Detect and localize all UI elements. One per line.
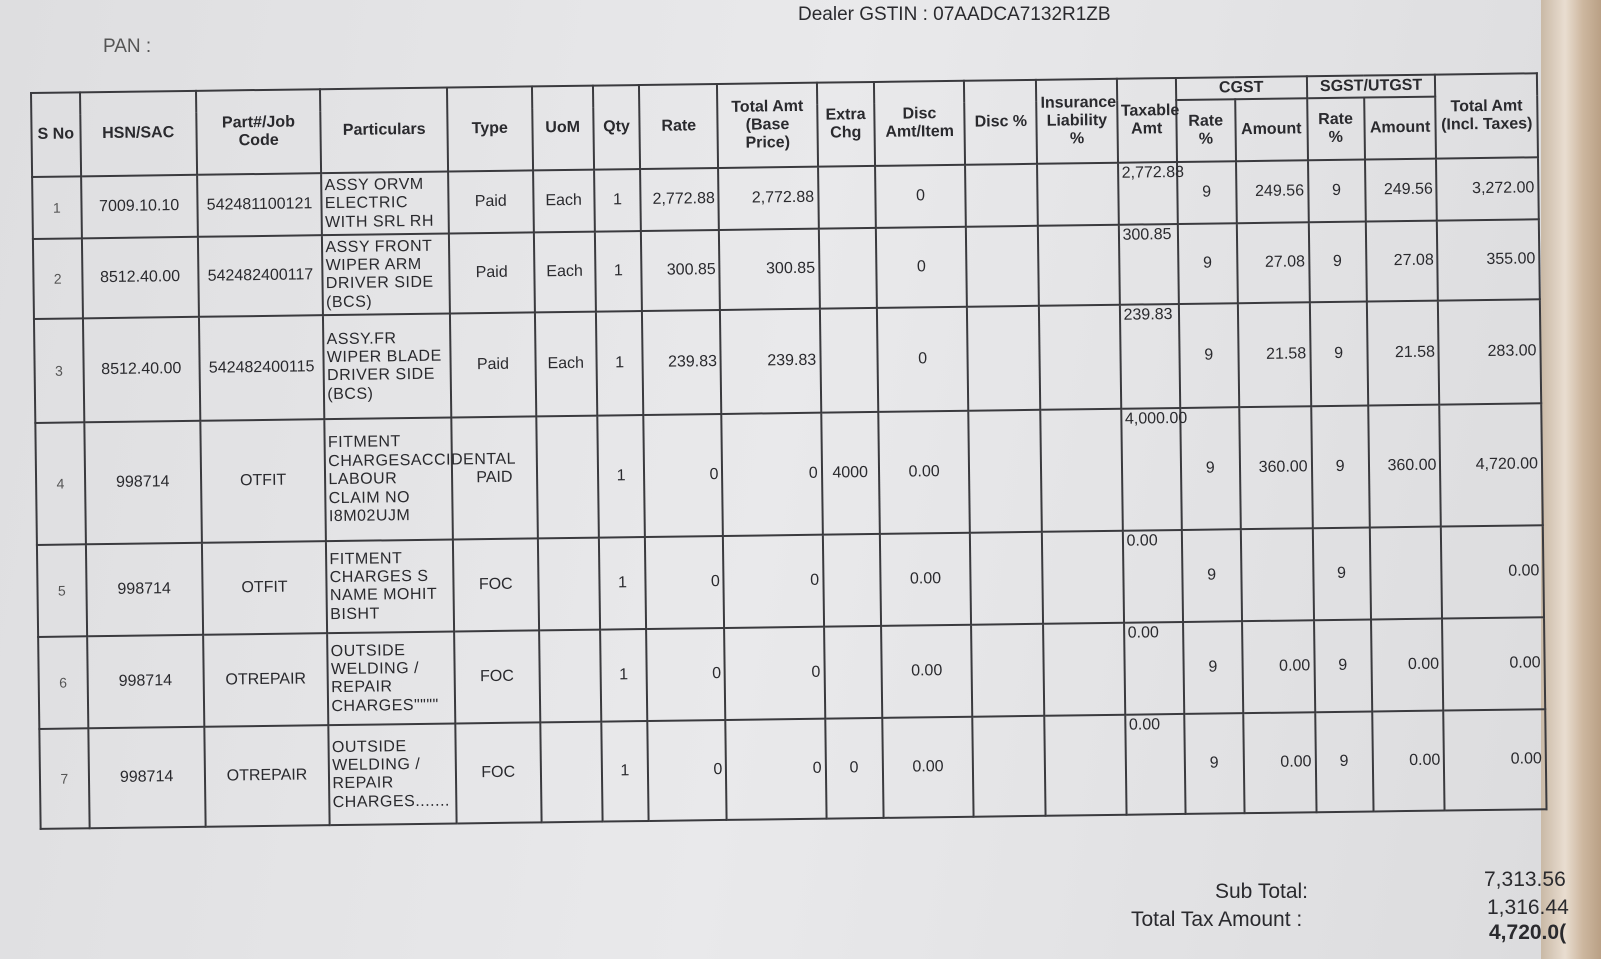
cell-total-base: 0: [726, 719, 827, 820]
cell-cgst-rate: 9: [1184, 714, 1244, 815]
cell-type: FOC: [453, 539, 539, 632]
table-row: [34, 300, 1541, 424]
cell-disc-pct: [972, 624, 1045, 717]
cell-disc-pct: [969, 410, 1042, 533]
cell-total-base: 0: [722, 413, 823, 536]
cell-sno: 6: [38, 637, 88, 730]
col-header-type: Type: [447, 86, 533, 171]
cell-hsn: 998714: [86, 543, 203, 637]
cell-taxable: 300.85: [1118, 224, 1178, 305]
cell-rate: 0: [646, 628, 725, 721]
cell-extra-chg: [820, 308, 878, 413]
cell-qty: 1: [595, 231, 642, 312]
cell-total-incl: 355.00: [1437, 220, 1540, 301]
cell-hsn: 998714: [87, 635, 204, 729]
col-header-taxable: Taxable Amt: [1116, 78, 1176, 163]
cell-total-incl: 0.00: [1444, 710, 1547, 811]
col-header-cgst-amount: Amount: [1235, 99, 1308, 162]
cell-qty: 1: [594, 169, 641, 232]
cell-rate: 2,772.88: [640, 168, 719, 231]
table-row: [35, 404, 1542, 546]
cell-cgst-amount: [1241, 529, 1314, 622]
cell-total-incl: 0.00: [1441, 526, 1544, 619]
cell-type: Paid: [448, 171, 533, 234]
cell-qty: 1: [597, 415, 645, 538]
cell-particulars: FITMENT CHARGESACCIDENTAL LABOUR CLAIM NO I8M02UJM: [325, 418, 453, 542]
cell-total-incl: 4,720.00: [1440, 404, 1543, 527]
cell-taxable: 0.00: [1124, 622, 1184, 715]
grand-total-value: 4,720.0(: [1489, 921, 1567, 944]
cell-type: PAID: [451, 417, 537, 540]
cell-taxable: 4,000.00: [1121, 408, 1182, 531]
cell-hsn: 998714: [84, 421, 202, 545]
col-header-total-base: Total Amt (Base Price): [717, 83, 817, 169]
cell-particulars: FITMENT CHARGES S NAME MOHIT BISHT: [326, 540, 454, 634]
cell-taxable: 0.00: [1122, 530, 1182, 623]
cell-particulars: ASSY FRONT WIPER ARM DRIVER SIDE (BCS): [322, 234, 450, 316]
invoice-line-items-table: [30, 72, 1548, 830]
cell-part-code: OTREPAIR: [203, 634, 329, 728]
cell-sgst-rate: 9: [1311, 406, 1370, 529]
col-header-sgst-amount: Amount: [1364, 97, 1437, 160]
cell-insurance: [1038, 225, 1119, 306]
col-header-qty: Qty: [593, 85, 641, 170]
cell-cgst-amount: 21.58: [1238, 303, 1311, 408]
cell-insurance: [1042, 531, 1123, 624]
cell-disc-amt: 0.00: [880, 533, 972, 626]
cell-sno: 3: [34, 319, 84, 424]
cell-insurance: [1039, 305, 1121, 410]
cell-hsn: 7009.10.10: [81, 175, 198, 239]
cell-disc-pct: [966, 164, 1039, 227]
cell-sno: 2: [33, 239, 83, 320]
col-header-sno: S No: [31, 92, 81, 177]
cell-insurance: [1037, 163, 1118, 226]
sub-total-value: 7,313.56: [1484, 868, 1566, 891]
cell-disc-amt: 0: [876, 227, 968, 308]
pan-label: PAN :: [103, 36, 152, 57]
cell-sgst-rate: 9: [1315, 712, 1373, 813]
cell-rate: 239.83: [642, 310, 721, 415]
cell-qty: 1: [596, 311, 644, 416]
cell-rate: 0: [648, 720, 727, 821]
cell-part-code: 542481100121: [197, 174, 322, 238]
cell-total-base: 300.85: [719, 229, 819, 310]
cell-disc-pct: [970, 532, 1043, 625]
col-header-cgst: CGST: [1176, 76, 1307, 100]
cell-sgst-amount: 360.00: [1368, 405, 1441, 528]
total-tax-label: Total Tax Amount :: [1131, 908, 1303, 931]
cell-sno: 4: [35, 423, 85, 546]
cell-cgst-rate: 9: [1177, 162, 1237, 225]
col-header-sgst-rate: Rate %: [1307, 98, 1365, 161]
cell-rate: 0: [645, 536, 724, 629]
col-header-hsn: HSN/SAC: [80, 91, 197, 177]
cell-sgst-amount: 21.58: [1367, 301, 1440, 406]
col-header-total-incl: Total Amt (Incl. Taxes): [1435, 73, 1538, 159]
total-tax-value: 1,316.44: [1487, 896, 1569, 919]
cell-type: Paid: [449, 233, 535, 314]
col-header-disc-pct: Disc %: [964, 80, 1037, 165]
cell-insurance: [1043, 623, 1124, 716]
table-row: [39, 710, 1546, 830]
dealer-gstin: Dealer GSTIN : 07AADCA7132R1ZB: [798, 4, 1111, 25]
col-header-part: Part#/Job Code: [196, 89, 322, 175]
cell-part-code: OTFIT: [202, 542, 328, 636]
col-header-rate: Rate: [639, 84, 718, 169]
cell-total-incl: 283.00: [1438, 300, 1541, 405]
cell-disc-amt: 0: [877, 307, 969, 412]
col-header-cgst-rate: Rate %: [1176, 100, 1236, 163]
col-header-extra-chg: Extra Chg: [817, 82, 875, 167]
cell-sgst-rate: 9: [1312, 528, 1370, 621]
cell-disc-pct: [973, 716, 1046, 817]
cell-disc-amt: 0.00: [881, 625, 973, 718]
cell-uom: [537, 538, 599, 631]
cell-uom: Each: [534, 312, 597, 417]
cell-extra-chg: 4000: [821, 412, 880, 535]
cell-extra-chg: [818, 166, 876, 229]
cell-particulars: ASSY ORVM ELECTRIC WITH SRL RH: [321, 172, 449, 236]
cell-extra-chg: [824, 626, 882, 719]
cell-insurance: [1041, 409, 1123, 532]
cell-disc-pct: [967, 306, 1040, 411]
cell-sgst-amount: 0.00: [1372, 711, 1445, 812]
cell-qty: 1: [600, 629, 648, 722]
cell-disc-amt: 0.00: [878, 411, 970, 534]
cell-extra-chg: [819, 228, 877, 309]
cell-cgst-rate: 9: [1182, 530, 1242, 623]
cell-sgst-rate: 9: [1309, 302, 1367, 407]
cell-extra-chg: [823, 534, 881, 627]
cell-total-base: 239.83: [720, 309, 821, 414]
cell-hsn: 8512.40.00: [82, 237, 199, 319]
col-header-disc-amt: Disc Amt/Item: [874, 81, 966, 167]
cell-qty: 1: [599, 537, 647, 630]
cell-rate: 300.85: [641, 230, 720, 311]
cell-particulars: OUTSIDE WELDING / REPAIR CHARGES"""": [327, 632, 455, 726]
cell-part-code: OTREPAIR: [204, 726, 330, 828]
cell-particulars: ASSY.FR WIPER BLADE DRIVER SIDE (BCS): [323, 314, 451, 420]
cell-sgst-rate: 9: [1314, 620, 1372, 713]
cell-taxable: 239.83: [1119, 304, 1179, 409]
cell-cgst-amount: 249.56: [1236, 161, 1309, 224]
cell-sno: 7: [39, 729, 89, 830]
cell-total-base: 0: [724, 627, 824, 720]
cell-total-incl: 3,272.00: [1436, 158, 1538, 221]
cell-uom: [536, 416, 599, 539]
cell-disc-pct: [966, 226, 1039, 307]
cell-insurance: [1045, 715, 1127, 816]
cell-uom: Each: [533, 232, 595, 313]
sub-total-label: Sub Total:: [1215, 880, 1309, 903]
cell-taxable: 0.00: [1125, 714, 1185, 815]
cell-sgst-amount: [1369, 527, 1442, 620]
cell-sgst-amount: 0.00: [1371, 619, 1444, 712]
cell-cgst-rate: 9: [1178, 224, 1238, 305]
cell-uom: Each: [533, 170, 595, 233]
cell-cgst-rate: 9: [1183, 622, 1243, 715]
cell-type: Paid: [450, 313, 536, 418]
col-header-particulars: Particulars: [320, 88, 448, 174]
cell-total-incl: 0.00: [1442, 618, 1545, 711]
cell-uom: [539, 630, 601, 723]
cell-taxable: 2,772.88: [1118, 162, 1178, 225]
cell-total-base: 0: [723, 535, 823, 628]
col-header-uom: UoM: [532, 86, 594, 171]
cell-qty: 1: [601, 721, 649, 822]
cell-hsn: 8512.40.00: [83, 317, 201, 423]
table-surface: [1541, 0, 1601, 959]
cell-sgst-amount: 249.56: [1365, 159, 1438, 222]
cell-part-code: OTFIT: [200, 420, 326, 544]
cell-part-code: 542482400115: [199, 316, 325, 422]
cell-cgst-amount: 27.08: [1237, 223, 1310, 304]
cell-rate: 0: [644, 414, 724, 537]
cell-sno: 1: [32, 177, 81, 240]
cell-sgst-amount: 27.08: [1365, 221, 1438, 302]
cell-sgst-rate: 9: [1308, 160, 1366, 223]
cell-sno: 5: [37, 545, 87, 638]
col-header-insurance: Insurance Liability %: [1036, 79, 1117, 164]
cell-total-base: 2,772.88: [718, 167, 818, 230]
cell-part-code: 542482400117: [198, 236, 324, 318]
cell-sgst-rate: 9: [1308, 222, 1366, 303]
cell-uom: [540, 722, 603, 823]
cell-cgst-rate: 9: [1180, 408, 1241, 531]
col-header-sgst: SGST/UTGST: [1307, 75, 1436, 99]
cell-cgst-amount: 0.00: [1242, 621, 1315, 714]
cell-cgst-amount: 360.00: [1239, 407, 1312, 530]
cell-disc-amt: 0: [875, 165, 967, 228]
cell-type: FOC: [454, 631, 540, 724]
cell-type: FOC: [455, 723, 541, 824]
cell-particulars: OUTSIDE WELDING / REPAIR CHARGES.......: [329, 724, 457, 826]
cell-cgst-rate: 9: [1179, 304, 1239, 409]
cell-extra-chg: 0: [825, 718, 883, 819]
cell-disc-amt: 0.00: [882, 717, 974, 818]
cell-hsn: 998714: [88, 727, 205, 829]
cell-cgst-amount: 0.00: [1243, 713, 1316, 814]
